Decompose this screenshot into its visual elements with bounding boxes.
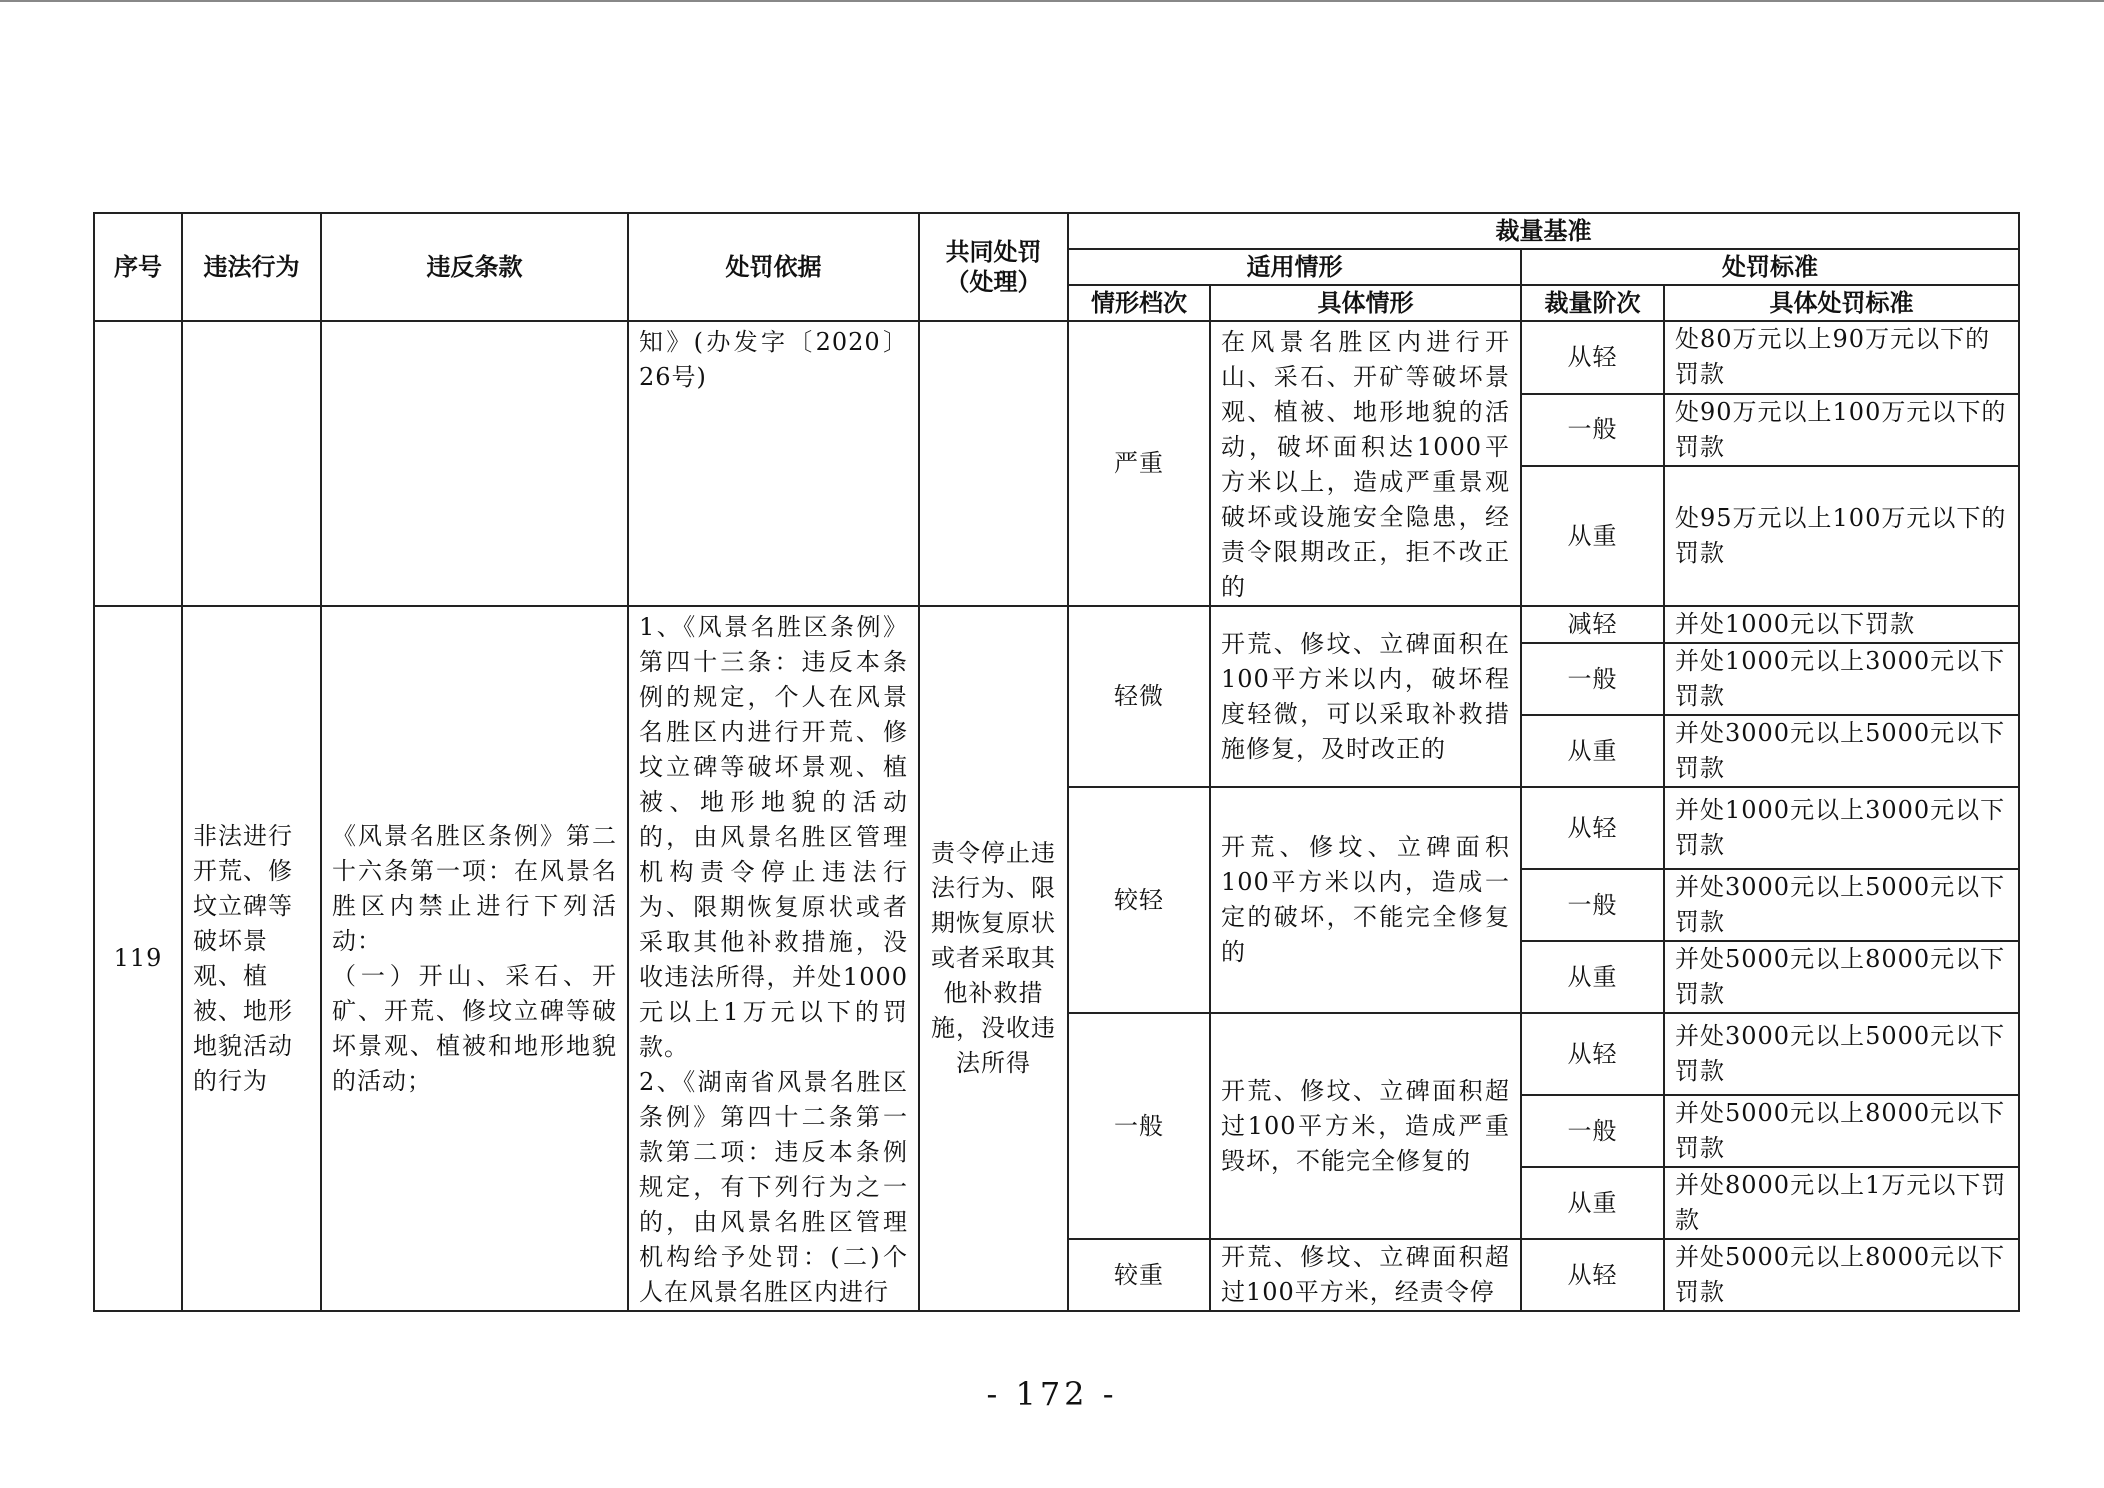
group-1-step-3: 从重 bbox=[1521, 715, 1664, 787]
cont-basis-cell: 知》(办发字〔2020〕26号) bbox=[628, 321, 919, 606]
item-seq: 119 bbox=[94, 606, 182, 1311]
group-1-step-2: 一般 bbox=[1521, 643, 1664, 715]
group-4-step-1: 从轻 bbox=[1521, 1239, 1664, 1311]
group-1-penalty-3: 并处3000元以上5000元以下罚款 bbox=[1664, 715, 2019, 787]
cont-step-2: 一般 bbox=[1521, 394, 1664, 467]
item-joint: 责令停止违法行为、限期恢复原状或者采取其他补救措施，没收违法所得 bbox=[919, 606, 1068, 1311]
group-3-situation: 开荒、修坟、立碑面积超过100平方米，造成严重毁坏，不能完全修复的 bbox=[1210, 1013, 1521, 1239]
top-border-line bbox=[0, 0, 2104, 2]
cont-step-3: 从重 bbox=[1521, 466, 1664, 606]
penalty-discretion-table bbox=[93, 212, 2020, 1312]
group-2-level: 较轻 bbox=[1068, 787, 1210, 1013]
header-standard: 处罚标准 bbox=[1521, 249, 2019, 285]
page-number: - 172 - bbox=[986, 1375, 1118, 1413]
group-2-step-1: 从轻 bbox=[1521, 787, 1664, 869]
item-clause: 《风景名胜区条例》第二十六条第一项：在风景名胜区内禁止进行下列活动： （一）开山、采石、开矿、开荒、修坟立碑等破坏景观、植被和地形地貌的活动； bbox=[321, 606, 628, 1311]
cont-situation: 在风景名胜区内进行开山、采石、开矿等破坏景观、植被、地形地貌的活动，破坏面积达1000平方米以上，造成严重景观破坏或设施安全隐患，经责令限期改正，拒不改正的 bbox=[1210, 321, 1521, 606]
group-3-step-1: 从轻 bbox=[1521, 1013, 1664, 1095]
header-situation: 具体情形 bbox=[1210, 285, 1521, 321]
group-3-penalty-3: 并处8000元以上1万元以下罚款 bbox=[1664, 1167, 2019, 1239]
cont-penalty-3: 处95万元以上100万元以下的罚款 bbox=[1664, 466, 2019, 606]
header-joint: 共同处罚 （处理） bbox=[919, 213, 1068, 321]
header-specific: 具体处罚标准 bbox=[1664, 285, 2019, 321]
cont-behavior-cell bbox=[182, 321, 321, 606]
header-applicable: 适用情形 bbox=[1068, 249, 1521, 285]
group-3-penalty-1: 并处3000元以上5000元以下罚款 bbox=[1664, 1013, 2019, 1095]
header-discretion: 裁量基准 bbox=[1068, 213, 2019, 249]
group-1-step-1: 减轻 bbox=[1521, 606, 1664, 643]
header-behavior: 违法行为 bbox=[182, 213, 321, 321]
group-2-situation: 开荒、修坟、立碑面积100平方米以内，造成一定的破坏，不能完全修复的 bbox=[1210, 787, 1521, 1013]
group-4-situation: 开荒、修坟、立碑面积超过100平方米，经责令停 bbox=[1210, 1239, 1521, 1311]
penalty-table-sheet bbox=[93, 212, 2018, 1306]
header-seq: 序号 bbox=[94, 213, 182, 321]
group-1-situation: 开荒、修坟、立碑面积在100平方米以内，破坏程度轻微，可以采取补救措施修复，及时改正的 bbox=[1210, 606, 1521, 787]
group-4-level: 较重 bbox=[1068, 1239, 1210, 1311]
group-3-step-3: 从重 bbox=[1521, 1167, 1664, 1239]
cont-joint-cell bbox=[919, 321, 1068, 606]
group-2-penalty-1: 并处1000元以上3000元以下罚款 bbox=[1664, 787, 2019, 869]
header-clause: 违反条款 bbox=[321, 213, 628, 321]
cont-clause-cell bbox=[321, 321, 628, 606]
group-1-penalty-1: 并处1000元以下罚款 bbox=[1664, 606, 2019, 643]
cont-seq-cell bbox=[94, 321, 182, 606]
group-2-penalty-3: 并处5000元以上8000元以下罚款 bbox=[1664, 941, 2019, 1013]
header-level: 情形档次 bbox=[1068, 285, 1210, 321]
group-3-penalty-2: 并处5000元以上8000元以下罚款 bbox=[1664, 1095, 2019, 1167]
group-2-step-2: 一般 bbox=[1521, 869, 1664, 941]
cont-level: 严重 bbox=[1068, 321, 1210, 606]
group-2-penalty-2: 并处3000元以上5000元以下罚款 bbox=[1664, 869, 2019, 941]
item-behavior: 非法进行开荒、修坟立碑等破坏景观、植被、地形地貌活动的行为 bbox=[182, 606, 321, 1311]
cont-step-1: 从轻 bbox=[1521, 321, 1664, 394]
header-basis: 处罚依据 bbox=[628, 213, 919, 321]
header-step: 裁量阶次 bbox=[1521, 285, 1664, 321]
group-1-level: 轻微 bbox=[1068, 606, 1210, 787]
item-basis: 1、《风景名胜区条例》第四十三条：违反本条例的规定，个人在风景名胜区内进行开荒、修坟立碑等破坏景观、植被、地形地貌的活动的，由风景名胜区管理机构责令停止违法行为、限期恢复原状或者采取其他补救措施，没收违法所得，并处1000元以上1万元以下的罚款。 2、《湖南省风景名胜区条例》第四十二条第一款第二项：违反本条例规定，有下列行为之一的，由风景名胜区管理机构给予处罚：(二)个人在风景名胜区内进行 bbox=[628, 606, 919, 1311]
cont-penalty-1: 处80万元以上90万元以下的罚款 bbox=[1664, 321, 2019, 394]
group-3-level: 一般 bbox=[1068, 1013, 1210, 1239]
group-1-penalty-2: 并处1000元以上3000元以下罚款 bbox=[1664, 643, 2019, 715]
group-3-step-2: 一般 bbox=[1521, 1095, 1664, 1167]
group-2-step-3: 从重 bbox=[1521, 941, 1664, 1013]
group-4-penalty-1: 并处5000元以上8000元以下罚款 bbox=[1664, 1239, 2019, 1311]
cont-penalty-2: 处90万元以上100万元以下的罚款 bbox=[1664, 394, 2019, 467]
